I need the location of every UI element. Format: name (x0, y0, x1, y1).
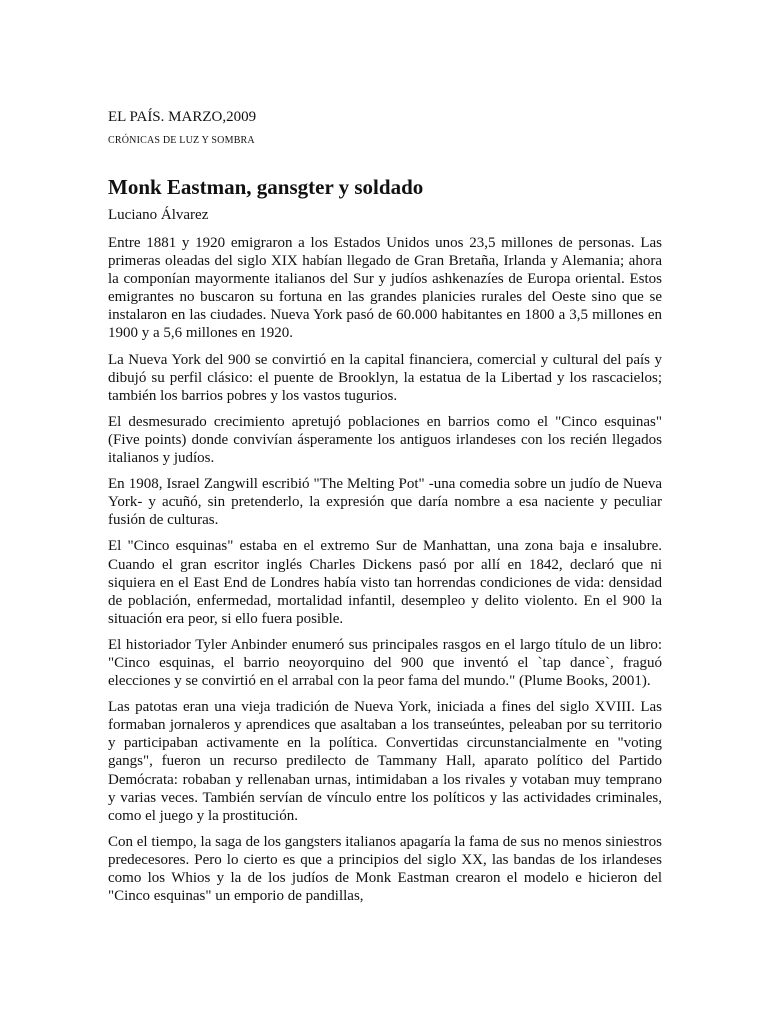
paragraph-5: El "Cinco esquinas" estaba en el extremo Sur de Manhattan, una zona baja e insalubre. Cuando el gran escritor inglés Charles Dickens pasó por allí en 1842, declaró que ni siquiera en el East End de Londres había visto tan horrendas condiciones de vida: densidad de población, enfermedad, mortalidad infantil, desempleo y delito violento. En el 900 la situación era peor, si ello fuera posible. (108, 538, 662, 627)
paragraph-2: La Nueva York del 900 se convirtió en la capital financiera, comercial y cultural del país y dibujó su perfil clásico: el puente de Brooklyn, la estatua de la Libertad y los rascacielos; también los barrios pobres y los vastos tugurios. (108, 351, 662, 404)
article-author: Luciano Álvarez (108, 207, 209, 223)
document-page (108, 108, 662, 905)
section-heading: CRÓNICAS DE LUZ Y SOMBRA (108, 135, 255, 146)
article-title: Monk Eastman, gansgter y soldado (108, 175, 424, 199)
publication-source: EL PAÍS. MARZO,2009 (108, 109, 257, 125)
paragraph-1: Entre 1881 y 1920 emigraron a los Estados Unidos unos 23,5 millones de personas. Las primeras oleadas del siglo XIX habían llegado de Gran Bretaña, Irlanda y Alemania; ahora la componían mayormente italianos del Sur y judíos ashkenazíes de Europa oriental. Estos emigrantes no buscaron su fortuna en las grandes planicies rurales del Oeste sino que se instalaron en las ciudades. Nueva York pasó de 60.000 habitantes en 1800 a 3,5 millones en 1900 y a 5,6 millones en 1920. (108, 235, 662, 342)
paragraph-6: El historiador Tyler Anbinder enumeró sus principales rasgos en el largo título de un libro: "Cinco esquinas, el barrio neoyorquino del 900 que inventó el `tap dance`, fraguó elecciones y se convirtió en el arrabal con la peor fama del mundo." (Plume Books, 2001). (108, 636, 662, 690)
paragraph-3: El desmesurado crecimiento apretujó poblaciones en barrios como el "Cinco esquinas" (Five points) donde convivían ásperamente los antiguos irlandeses con los recién llegados italianos y judíos. (108, 413, 662, 467)
paragraph-7: Las patotas eran una vieja tradición de Nueva York, iniciada a fines del siglo XVIII. Las formaban jornaleros y aprendices que asaltaban a los transeúntes, peleaban por su territorio y participaban activamente en la política. Convertidas circunstancialmente en "voting gangs", fueron un recurso predilecto de Tammany Hall, aparato político del Partido Demócrata: robaban y rellenaban urnas, intimidaban a los rivales y votaban muy temprano y varias veces. También servían de vínculo entre los políticos y las actividades criminales, como el juego y la prostitución. (108, 699, 662, 824)
article-body (108, 234, 662, 905)
paragraph-4: En 1908, Israel Zangwill escribió "The Melting Pot" -una comedia sobre un judío de Nueva York- y acuñó, sin pretenderlo, la expresión que daría nombre a esa naciente y peculiar fusión de culturas. (108, 476, 662, 529)
paragraph-8: Con el tiempo, la saga de los gangsters italianos apagaría la fama de sus no menos siniestros predecesores. Pero lo cierto es que a principios del siglo XX, las bandas de los irlandeses como los Whios y la de los judíos de Monk Eastman crearon el modelo e hicieron del "Cinco esquinas" un emporio de pandillas, (108, 833, 662, 905)
